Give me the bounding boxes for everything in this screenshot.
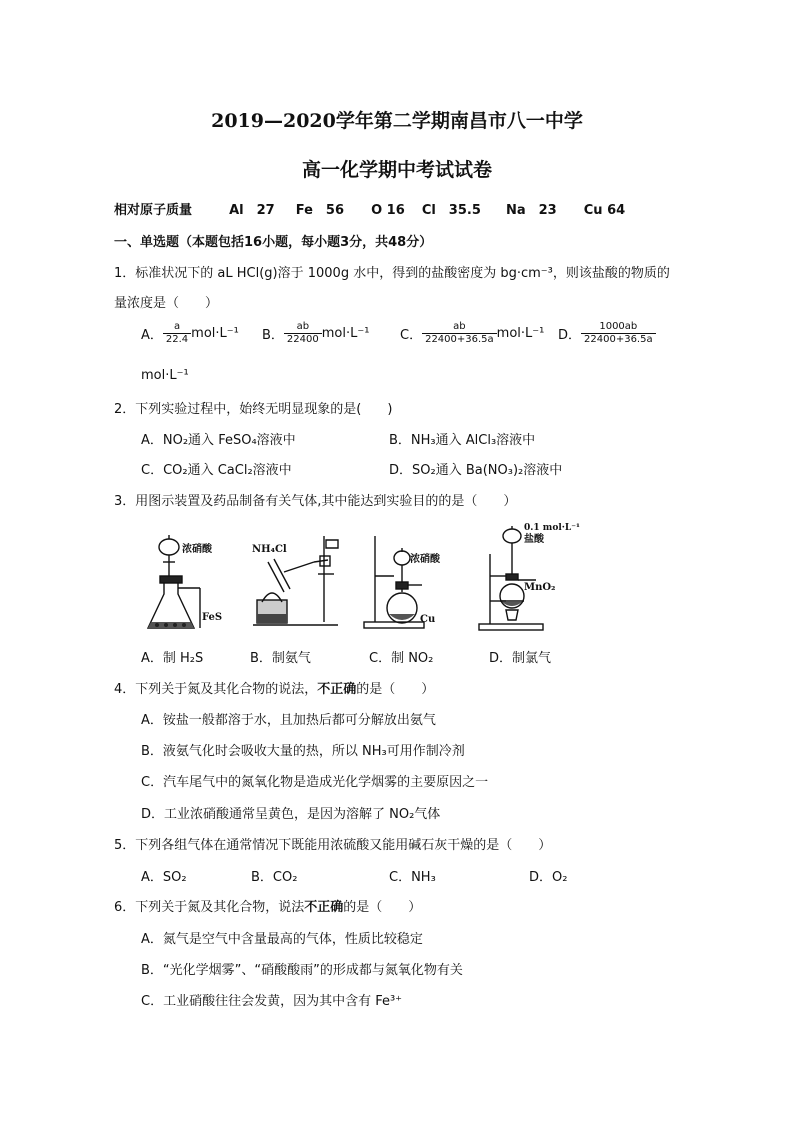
q2-stem: 2．下列实验过程中，始终无明显现象的是( ) <box>114 402 393 417</box>
atomic-mass-label: 相对原子质量 <box>114 203 193 218</box>
q6-option-c: C．工业硝酸往往会发黄，因为其中含有 Fe³⁺ <box>141 994 403 1009</box>
q5-option-d: D．O₂ <box>529 870 568 885</box>
fraction <box>581 321 656 346</box>
q4-option-c: C．汽车尾气中的氮氧化物是造成光化学烟雾的主要原因之一 <box>141 775 489 790</box>
atomic-mass-item: Cl 35.5 <box>421 203 481 218</box>
denominator: 22400 <box>284 333 322 346</box>
stem-text: 4．下列关于氮及其化合物的说法， <box>114 682 318 697</box>
figure-label: Cu <box>420 614 436 625</box>
exam-title-line1: 2019—2020学年第二学期南昌市八一中学 <box>211 110 583 132</box>
figure-label: 浓硝酸 <box>182 544 212 555</box>
fraction <box>422 321 497 346</box>
option-label: D． <box>558 328 582 343</box>
q3-option-d: D．制氯气 <box>489 651 552 666</box>
option-label: B． <box>262 328 284 343</box>
denominator: 22.4 <box>163 333 191 346</box>
q4-stem <box>114 678 434 697</box>
section-heading: 一、单选题（本题包括16小题，每小题3分，共48分） <box>114 235 433 250</box>
atomic-mass-row <box>114 199 625 218</box>
figure-label: FeS <box>202 612 223 623</box>
atomic-mass-item: Cu 64 <box>583 203 626 218</box>
figure-label: 盐酸 <box>524 534 544 545</box>
denominator: 22400+36.5a <box>581 333 656 346</box>
apparatus-figure-c <box>362 530 466 636</box>
q2-option-b: B．NH₃通入 AlCl₃溶液中 <box>389 433 536 448</box>
q5-stem: 5．下列各组气体在通常情况下既能用浓硫酸又能用碱石灰干燥的是（ ） <box>114 838 552 853</box>
atomic-mass-item: Fe 56 <box>295 203 345 218</box>
option-label: A． <box>141 328 163 343</box>
q5-option-b: B．CO₂ <box>251 870 298 885</box>
apparatus-figure-d <box>476 516 594 636</box>
q1-option-a <box>141 321 239 346</box>
stem-emphasis: 不正确 <box>317 682 357 697</box>
unit: mol·L⁻¹ <box>496 326 545 341</box>
figure-label: MnO₂ <box>524 582 556 593</box>
unit: mol·L⁻¹ <box>191 326 239 341</box>
q3-stem: 3．用图示装置及药品制备有关气体,其中能达到实验目的的是（ ） <box>114 494 517 509</box>
fraction <box>284 321 322 346</box>
q6-option-a: A．氮气是空气中含量最高的气体，性质比较稳定 <box>141 932 423 947</box>
figure-label: 0.1 mol·L⁻¹ <box>524 523 580 533</box>
q1-option-c <box>400 321 544 346</box>
apparatus-figure-b <box>248 532 348 634</box>
denominator: 22400+36.5a <box>422 333 497 346</box>
q3-option-b: B．制氨气 <box>250 651 311 666</box>
option-label: C． <box>400 328 423 343</box>
stem-text: 的是（ ） <box>356 682 435 697</box>
numerator: ab <box>453 321 466 332</box>
q2-option-c: C．CO₂通入 CaCl₂溶液中 <box>141 463 292 478</box>
q2-option-d: D．SO₂通入 Ba(NO₃)₂溶液中 <box>389 463 563 478</box>
q1-stem-line2: 量浓度是（ ） <box>114 296 219 311</box>
q5-option-c: C．NH₃ <box>389 870 436 885</box>
atomic-mass-item: Al 27 <box>229 203 275 218</box>
stem-text: 的是（ ） <box>343 900 422 915</box>
q1-option-d-unit: mol·L⁻¹ <box>141 368 189 383</box>
numerator: ab <box>296 321 310 332</box>
numerator: a <box>173 321 181 332</box>
stem-emphasis: 不正确 <box>304 900 344 915</box>
q4-option-b: B．液氨气化时会吸收大量的热，所以 NH₃可用作制冷剂 <box>141 744 465 759</box>
numerator: 1000ab <box>599 321 638 332</box>
q4-option-a: A．铵盐一般都溶于水，且加热后都可分解放出氨气 <box>141 713 436 728</box>
q1-stem-line1: 1．标准状况下的 aL HCl(g)溶于 1000g 水中，得到的盐酸密度为 bg·cm⁻³，则该盐酸的物质的 <box>114 266 670 281</box>
q3-option-c: C．制 NO₂ <box>369 651 434 666</box>
figure-label: NH₄Cl <box>252 544 287 555</box>
figure-label: 浓硝酸 <box>410 554 440 565</box>
q6-stem <box>114 896 421 915</box>
unit: mol·L⁻¹ <box>321 326 370 341</box>
q2-option-a: A．NO₂通入 FeSO₄溶液中 <box>141 433 296 448</box>
q1-option-d <box>558 321 656 346</box>
q1-option-b <box>262 321 369 346</box>
q6-option-b: B．“光化学烟雾”、“硝酸酸雨”的形成都与氮氧化物有关 <box>141 963 463 978</box>
apparatus-figure-a <box>142 530 230 636</box>
atomic-mass-item: O 16 <box>371 203 405 218</box>
fraction <box>163 321 191 346</box>
q5-option-a: A．SO₂ <box>141 870 187 885</box>
atomic-mass-item: Na 23 <box>505 203 557 218</box>
stem-text: 6．下列关于氮及其化合物，说法 <box>114 900 305 915</box>
q3-option-a: A．制 H₂S <box>141 651 204 666</box>
q4-option-d: D．工业浓硝酸通常呈黄色，是因为溶解了 NO₂气体 <box>141 807 441 822</box>
exam-title-line2: 高一化学期中考试试卷 <box>301 159 492 181</box>
